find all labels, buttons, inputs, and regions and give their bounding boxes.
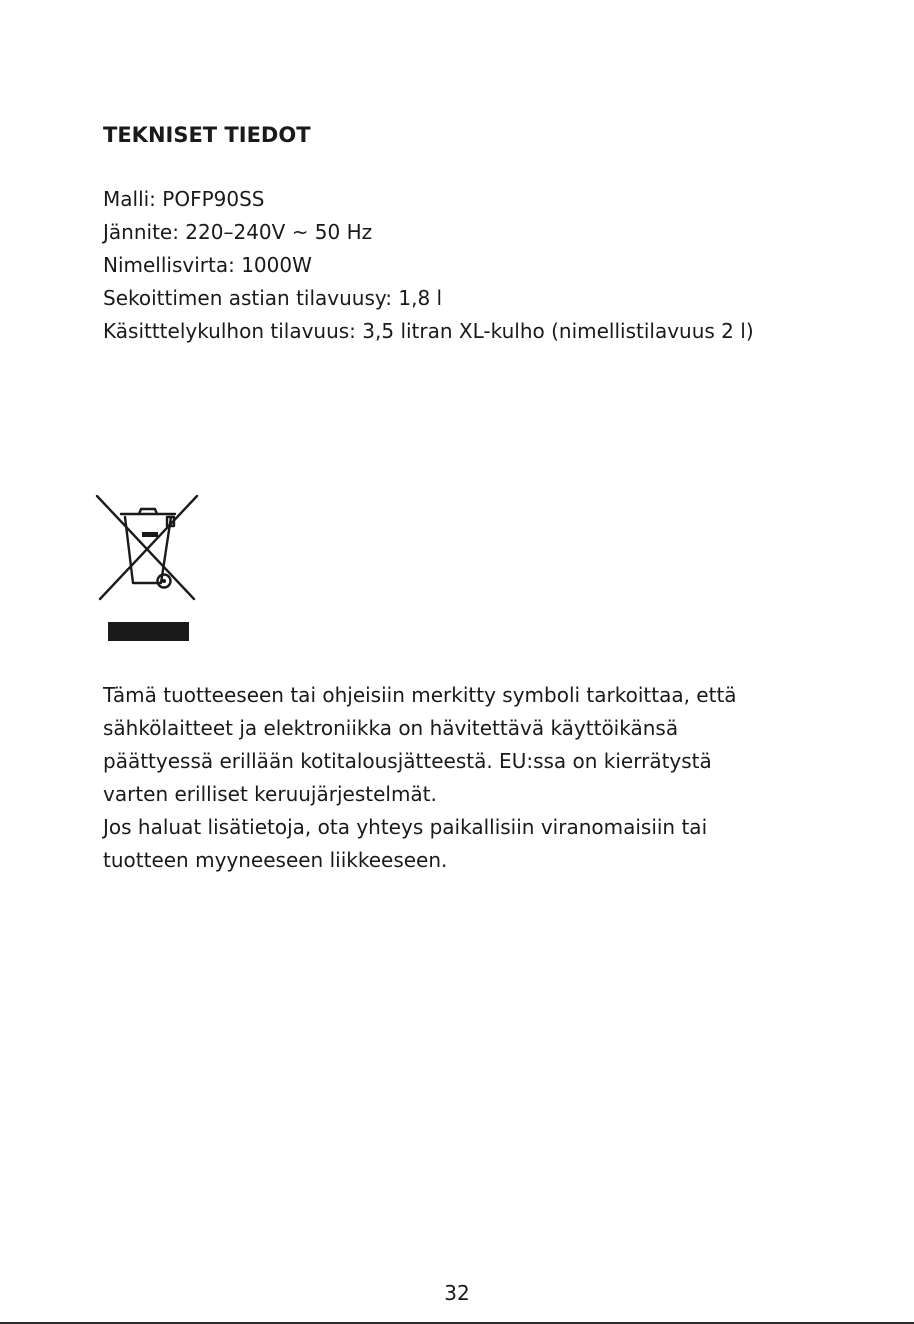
text-line: sähkölaitteet ja elektroniikka on hävitettävä käyttöikänsä <box>103 716 679 740</box>
section-heading: TEKNISET TIEDOT <box>103 123 311 147</box>
spec-model: Malli: POFP90SS <box>103 187 265 211</box>
spec-voltage: Jännite: 220–240V ~ 50 Hz <box>103 220 373 244</box>
text-line: Tämä tuotteeseen tai ohjeisiin merkitty symboli tarkoittaa, että <box>103 683 737 707</box>
spec-processing-bowl-capacity: Käsitttelykulhon tilavuus: 3,5 litran XL-kulho (nimellistilavuus 2 l) <box>103 319 754 343</box>
text-line: varten erilliset keruujärjestelmät. <box>103 782 437 806</box>
spec-rated-power: Nimellisvirta: 1000W <box>103 253 312 277</box>
crossed-out-wheelie-bin-icon <box>94 493 200 643</box>
contact-paragraph <box>103 811 863 877</box>
disposal-paragraph <box>103 679 863 811</box>
text-line: Jos haluat lisätietoja, ota yhteys paikallisiin viranomaisiin tai <box>103 815 708 839</box>
disposal-notice <box>103 679 863 877</box>
page-number: 32 <box>444 1281 470 1305</box>
spec-list <box>103 183 754 348</box>
text-line: tuotteen myyneeseen liikkeeseen. <box>103 848 448 872</box>
text-line: päättyessä erillään kotitalousjätteestä. EU:ssa on kierrätystä <box>103 749 712 773</box>
spec-blender-jar-capacity: Sekoittimen astian tilavuusy: 1,8 l <box>103 286 443 310</box>
